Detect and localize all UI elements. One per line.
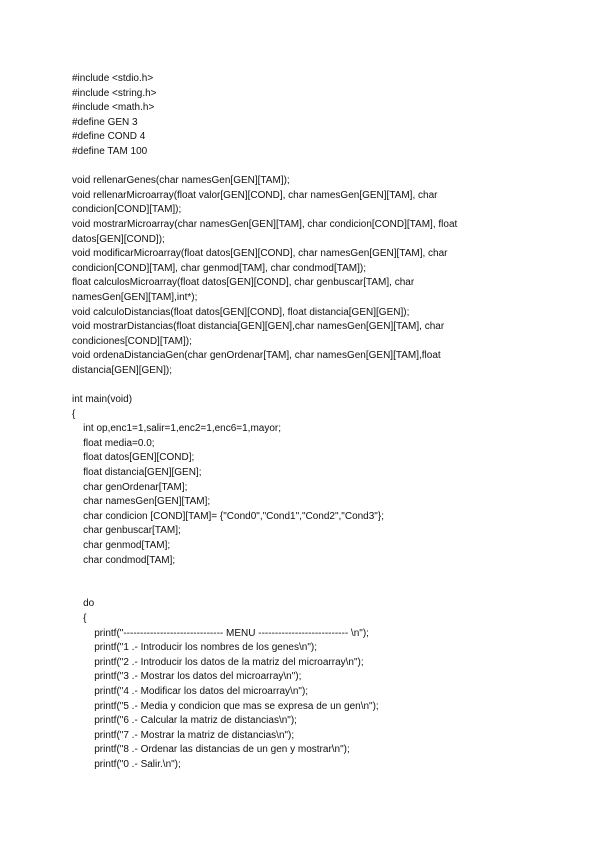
code-line: char genbuscar[TAM]; xyxy=(72,525,181,537)
code-line: void calculoDistancias(float datos[GEN][COND], float distancia[GEN][GEN]); xyxy=(72,306,410,318)
code-line: printf("3 .- Mostrar los datos del microarray\n"); xyxy=(72,671,302,683)
code-line: printf("0 .- Salir.\n"); xyxy=(72,758,181,770)
code-line: { xyxy=(72,408,76,420)
code-line: printf("------------------------------ MENU --------------------------- \n"); xyxy=(72,627,369,639)
code-line: #include <string.h> xyxy=(72,87,157,99)
code-line: #define GEN 3 xyxy=(72,116,138,128)
code-line: #include <stdio.h> xyxy=(72,73,154,84)
code-line: char genmod[TAM]; xyxy=(72,540,171,551)
code-line: char genOrdenar[TAM]; xyxy=(72,481,188,493)
code-line: void rellenarGenes(char namesGen[GEN][TAM]); xyxy=(72,175,290,187)
code-line: char condicion [COND][TAM]= {"Cond0","Cond1","Cond2","Cond3"}; xyxy=(72,510,384,522)
code-line: float calculosMicroarray(float datos[GEN][COND], char genbuscar[TAM], char xyxy=(72,277,415,289)
code-line: do xyxy=(72,598,95,610)
code-line: #include <math.h> xyxy=(72,102,155,114)
code-line xyxy=(72,160,542,175)
code-line xyxy=(72,378,542,393)
code-line xyxy=(72,568,542,583)
source-code-listing xyxy=(72,72,542,773)
code-line: datos[GEN][COND]); xyxy=(72,233,165,245)
code-line: { xyxy=(72,612,87,624)
code-line: condicion[COND][TAM]); xyxy=(72,204,182,216)
code-line: printf("6 .- Calcular la matriz de distancias\n"); xyxy=(72,715,297,727)
code-line: condicion[COND][TAM], char genmod[TAM], char condmod[TAM]); xyxy=(72,262,366,274)
code-line: void ordenaDistanciaGen(char genOrdenar[TAM], char namesGen[GEN][TAM],float xyxy=(72,350,441,362)
code-line: void mostrarDistancias(float distancia[GEN][GEN],char namesGen[GEN][TAM], char xyxy=(72,321,445,333)
code-line: float distancia[GEN][GEN]; xyxy=(72,467,202,479)
code-line: void mostrarMicroarray(char namesGen[GEN][TAM], char condicion[COND][TAM], float xyxy=(72,218,458,230)
code-line: distancia[GEN][GEN]); xyxy=(72,364,173,376)
code-line: printf("2 .- Introducir los datos de la matriz del microarray\n"); xyxy=(72,656,364,668)
code-line: void modificarMicroarray(float datos[GEN][COND], char namesGen[GEN][TAM], char xyxy=(72,248,448,260)
code-line xyxy=(72,583,542,598)
code-line: printf("5 .- Media y condicion que mas se expresa de un gen\n"); xyxy=(72,700,379,712)
code-line: #define COND 4 xyxy=(72,131,146,143)
code-line: printf("8 .- Ordenar las distancias de un gen y mostrar\n"); xyxy=(72,744,350,756)
code-line: float datos[GEN][COND]; xyxy=(72,452,195,464)
code-line: int main(void) xyxy=(72,394,133,406)
code-line: #define TAM 100 xyxy=(72,145,148,157)
code-line: printf("4 .- Modificar los datos del microarray\n"); xyxy=(72,685,309,697)
code-line: condiciones[COND][TAM]); xyxy=(72,335,192,347)
code-line: printf("1 .- Introducir los nombres de los genes\n"); xyxy=(72,642,317,654)
code-line: char namesGen[GEN][TAM]; xyxy=(72,496,211,508)
code-line: printf("7 .- Mostrar la matriz de distancias\n"); xyxy=(72,729,295,741)
code-line: char condmod[TAM]; xyxy=(72,554,176,566)
code-line: float media=0.0; xyxy=(72,437,155,449)
code-line: namesGen[GEN][TAM],int*); xyxy=(72,291,198,303)
code-line: void rellenarMicroarray(float valor[GEN][COND], char namesGen[GEN][TAM], char xyxy=(72,189,438,201)
code-line: int op,enc1=1,salir=1,enc2=1,enc6=1,mayor; xyxy=(72,423,282,435)
